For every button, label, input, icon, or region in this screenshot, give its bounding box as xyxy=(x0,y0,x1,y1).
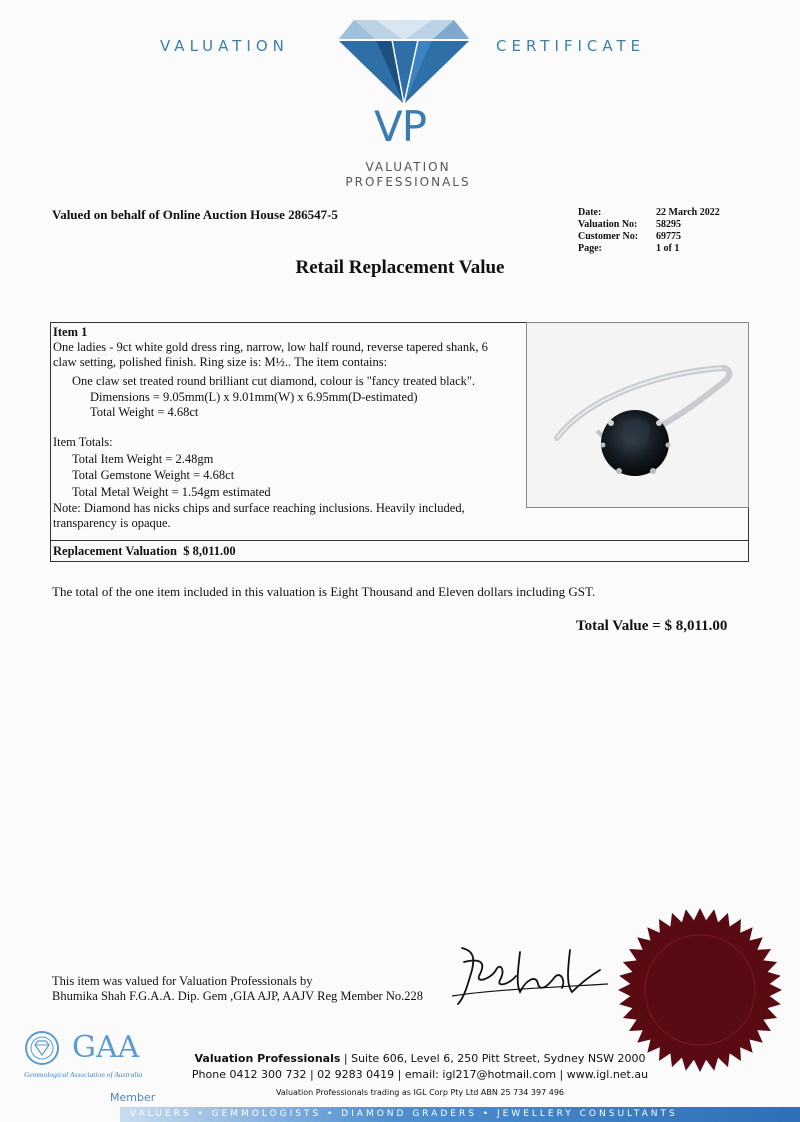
valuer-block xyxy=(52,974,423,1004)
meta-row-customer-no xyxy=(578,231,720,243)
meta-block xyxy=(578,207,720,255)
item-description-line2: claw setting, polished finish. Ring size is: M½.. The item contains: xyxy=(53,355,388,369)
item-totals-heading: Item Totals: xyxy=(53,435,113,449)
valued-on-behalf: Valued on behalf of Online Auction House 286547-5 xyxy=(52,207,338,222)
item-box-divider xyxy=(50,540,749,541)
meta-row-date xyxy=(578,207,720,219)
meta-label: Customer No: xyxy=(578,231,639,242)
gaa-member: Member xyxy=(110,1091,156,1104)
wax-seal-icon xyxy=(615,905,785,1075)
meta-row-valuation-no xyxy=(578,219,720,231)
diamond-logo-icon xyxy=(336,18,472,106)
ring-photo xyxy=(526,322,749,508)
footer-company: Valuation Professionals xyxy=(194,1052,341,1065)
total-gemstone-weight: Total Gemstone Weight = 4.68ct xyxy=(72,468,235,482)
replacement-value: $ 8,011.00 xyxy=(183,544,236,558)
item-description-line1: One ladies - 9ct white gold dress ring, narrow, low half round, reverse tapered shank, 6 xyxy=(53,340,488,354)
total-item-weight: Total Item Weight = 2.48gm xyxy=(72,452,214,466)
footer-address-text: | Suite 606, Level 6, 250 Pitt Street, Sydney NSW 2000 xyxy=(340,1052,646,1065)
document-title: Retail Replacement Value xyxy=(295,257,505,278)
meta-row-page xyxy=(578,243,720,255)
signature-icon xyxy=(450,940,610,1010)
meta-value: 22 March 2022 xyxy=(656,207,720,218)
gaa-subtitle: Gemmological Association of Australia xyxy=(24,1070,143,1079)
footer-banner-text: VALUERS • GEMMOLOGISTS • DIAMOND GRADERS • JEWELLERY CONSULTANTS xyxy=(130,1109,678,1119)
closing-statement: The total of the one item included in this valuation is Eight Thousand and Eleven dollars including GST. xyxy=(52,584,596,599)
item-note-line2: transparency is opaque. xyxy=(53,516,171,530)
meta-label: Valuation No: xyxy=(578,219,638,230)
footer-contact: Phone 0412 300 732 | 02 9283 0419 | email: igl217@hotmail.com | www.igl.net.au xyxy=(191,1068,649,1081)
logo-line-professionals: PROFESSIONALS xyxy=(345,175,471,189)
replacement-label: Replacement Valuation xyxy=(53,544,177,558)
logo-line-valuation: VALUATION xyxy=(365,160,451,174)
ring-photo-icon xyxy=(527,323,748,507)
footer-trading: Valuation Professionals trading as IGL Corp Pty Ltd ABN 25 734 397 496 xyxy=(275,1088,565,1097)
item-weight: Total Weight = 4.68ct xyxy=(90,405,199,419)
vp-logo-letters: VP xyxy=(373,102,427,151)
footer-address xyxy=(160,1052,680,1065)
valuer-line2: Bhumika Shah F.G.A.A. Dip. Gem ,GIA AJP, AAJV Reg Member No.228 xyxy=(52,989,423,1003)
header-certificate-word: CERTIFICATE xyxy=(496,37,646,55)
header-valuation-word: VALUATION xyxy=(160,37,289,55)
footer-banner xyxy=(120,1107,800,1122)
meta-value: 69775 xyxy=(656,231,681,242)
item-heading: Item 1 xyxy=(53,325,88,339)
meta-value: 1 of 1 xyxy=(656,243,680,254)
meta-value: 58295 xyxy=(656,219,681,230)
gaa-emblem-icon xyxy=(24,1030,60,1066)
item-note-line1: Note: Diamond has nicks chips and surface reaching inclusions. Heavily included, xyxy=(53,501,465,515)
valuer-line1: This item was valued for Valuation Professionals by xyxy=(52,974,313,988)
total-value: Total Value = $ 8,011.00 xyxy=(576,618,728,634)
item-dimensions: Dimensions = 9.05mm(L) x 9.01mm(W) x 6.95mm(D-estimated) xyxy=(90,390,418,404)
meta-label: Date: xyxy=(578,207,602,218)
total-metal-weight: Total Metal Weight = 1.54gm estimated xyxy=(72,485,271,499)
item-stone-description: One claw set treated round brilliant cut diamond, colour is "fancy treated black". xyxy=(72,374,476,388)
replacement-valuation xyxy=(53,544,236,559)
meta-label: Page: xyxy=(578,243,602,254)
gaa-logo-text: GAA xyxy=(72,1030,140,1065)
